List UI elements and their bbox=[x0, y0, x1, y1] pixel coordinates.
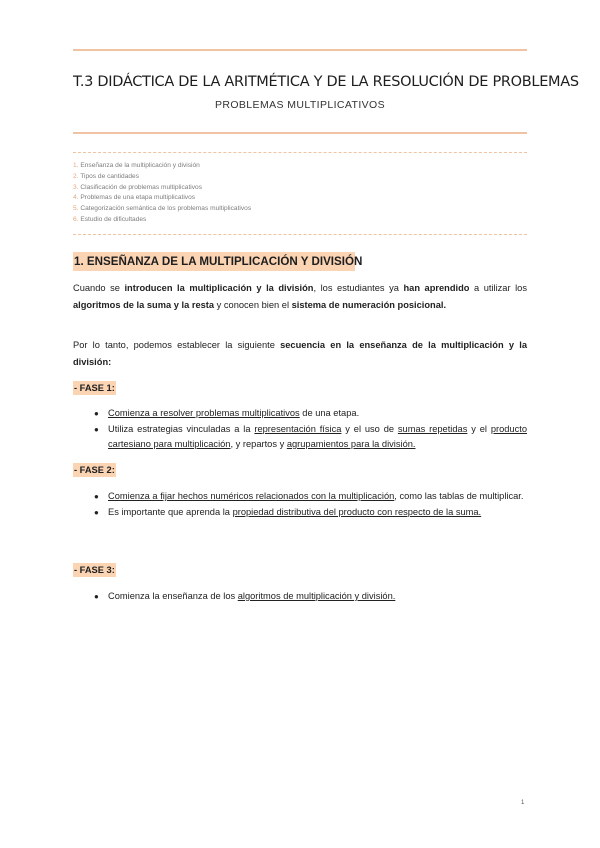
underlined-text: sumas repetidas bbox=[397, 424, 468, 434]
toc-bottom-divider bbox=[73, 234, 527, 235]
bold-text: secuencia en la enseñanza de la multiplicación y la división: bbox=[73, 340, 527, 367]
text-run: Comienza la enseñanza de los bbox=[108, 591, 238, 601]
page-subtitle: PROBLEMAS MULTIPLICATIVOS bbox=[214, 99, 386, 111]
toc-number: 1. bbox=[73, 162, 79, 169]
toc-label: Clasificación de problemas multiplicativos bbox=[80, 183, 203, 191]
text-run: y el bbox=[467, 424, 491, 434]
phase-2-list bbox=[94, 489, 527, 521]
sequence-paragraph bbox=[73, 337, 527, 371]
toc-number: 3. bbox=[73, 183, 79, 191]
text-run: , y repartos y bbox=[230, 439, 287, 449]
page-number: 1 bbox=[521, 800, 525, 806]
text-run: de una etapa. bbox=[299, 408, 360, 418]
phase-3-label: - FASE 3: bbox=[74, 565, 115, 575]
text-run: , como las tablas de multiplicar. bbox=[394, 491, 524, 501]
toc-top-divider bbox=[73, 152, 527, 153]
toc-item[interactable] bbox=[73, 161, 251, 172]
text-run: , los estudiantes ya bbox=[313, 283, 404, 293]
list-item bbox=[94, 589, 527, 604]
bullet-icon: ● bbox=[94, 409, 99, 418]
title-rule bbox=[73, 132, 527, 134]
bold-text: sistema de numeración posicional. bbox=[291, 300, 447, 310]
bullet-icon: ● bbox=[94, 508, 99, 517]
toc-label: Tipos de cantidades bbox=[80, 172, 139, 180]
list-item bbox=[94, 422, 527, 452]
toc-label: Estudio de dificultades bbox=[80, 215, 147, 223]
toc-item[interactable] bbox=[73, 183, 251, 194]
page-title: T.3 DIDÁCTICA DE LA ARITMÉTICA Y DE LA RESOLUCIÓN DE PROBLEMAS bbox=[73, 74, 579, 90]
bullet-icon: ● bbox=[94, 592, 99, 601]
text-run: y conocen bien el bbox=[214, 300, 292, 310]
bold-text: algoritmos de la suma y la resta bbox=[73, 300, 215, 310]
bold-text: introducen la multiplicación y la división bbox=[124, 283, 314, 293]
table-of-contents bbox=[73, 161, 251, 226]
toc-label: Categorización semántica de los problemas multiplicativos bbox=[80, 205, 252, 213]
list-item bbox=[94, 406, 527, 421]
text-run: Por lo tanto, podemos establecer la siguiente bbox=[73, 340, 281, 350]
toc-item[interactable] bbox=[73, 172, 251, 183]
toc-number: 5. bbox=[73, 205, 79, 213]
phase-2-label: - FASE 2: bbox=[74, 465, 115, 475]
text-run: Es importante que aprenda la bbox=[108, 507, 233, 517]
underlined-text: producto cartesiano para multiplicación bbox=[108, 424, 527, 449]
intro-paragraph bbox=[73, 280, 527, 314]
toc-label: Enseñanza de la multiplicación y división bbox=[80, 162, 200, 169]
toc-number: 4. bbox=[73, 194, 79, 202]
underlined-text: agrupamientos para la división. bbox=[286, 439, 416, 449]
underlined-text: propiedad distributiva del producto con respecto de la suma. bbox=[232, 507, 482, 517]
top-rule bbox=[73, 49, 527, 51]
toc-label: Problemas de una etapa multiplicativos bbox=[80, 194, 196, 202]
underlined-text: Comienza a fijar hechos numéricos relacionados con la multiplicación bbox=[108, 491, 395, 501]
list-item bbox=[94, 505, 527, 520]
text-run: Utiliza estrategias vinculadas a la bbox=[108, 424, 255, 434]
section-heading: 1. ENSEÑANZA DE LA MULTIPLICACIÓN Y DIVISIÓN bbox=[73, 252, 355, 271]
toc-number: 2. bbox=[73, 172, 79, 180]
toc-number: 6. bbox=[73, 215, 79, 223]
toc-item[interactable] bbox=[73, 204, 251, 215]
toc-item[interactable] bbox=[73, 193, 251, 204]
text-run: a utilizar los bbox=[469, 283, 527, 293]
underlined-text: representación física bbox=[254, 424, 342, 434]
phase-1-list bbox=[94, 406, 527, 453]
list-item bbox=[94, 489, 527, 504]
text-run: y el uso de bbox=[341, 424, 398, 434]
phase-3-list bbox=[94, 589, 527, 605]
text-run: Cuando se bbox=[73, 283, 125, 293]
bold-text: han aprendido bbox=[403, 283, 470, 293]
phase-1-label: - FASE 1: bbox=[74, 383, 115, 393]
underlined-text: Comienza a resolver problemas multiplicativos bbox=[108, 408, 300, 418]
bullet-icon: ● bbox=[94, 425, 99, 434]
bullet-icon: ● bbox=[94, 492, 99, 501]
underlined-text: algoritmos de multiplicación y división. bbox=[237, 591, 396, 601]
toc-item[interactable] bbox=[73, 215, 251, 226]
